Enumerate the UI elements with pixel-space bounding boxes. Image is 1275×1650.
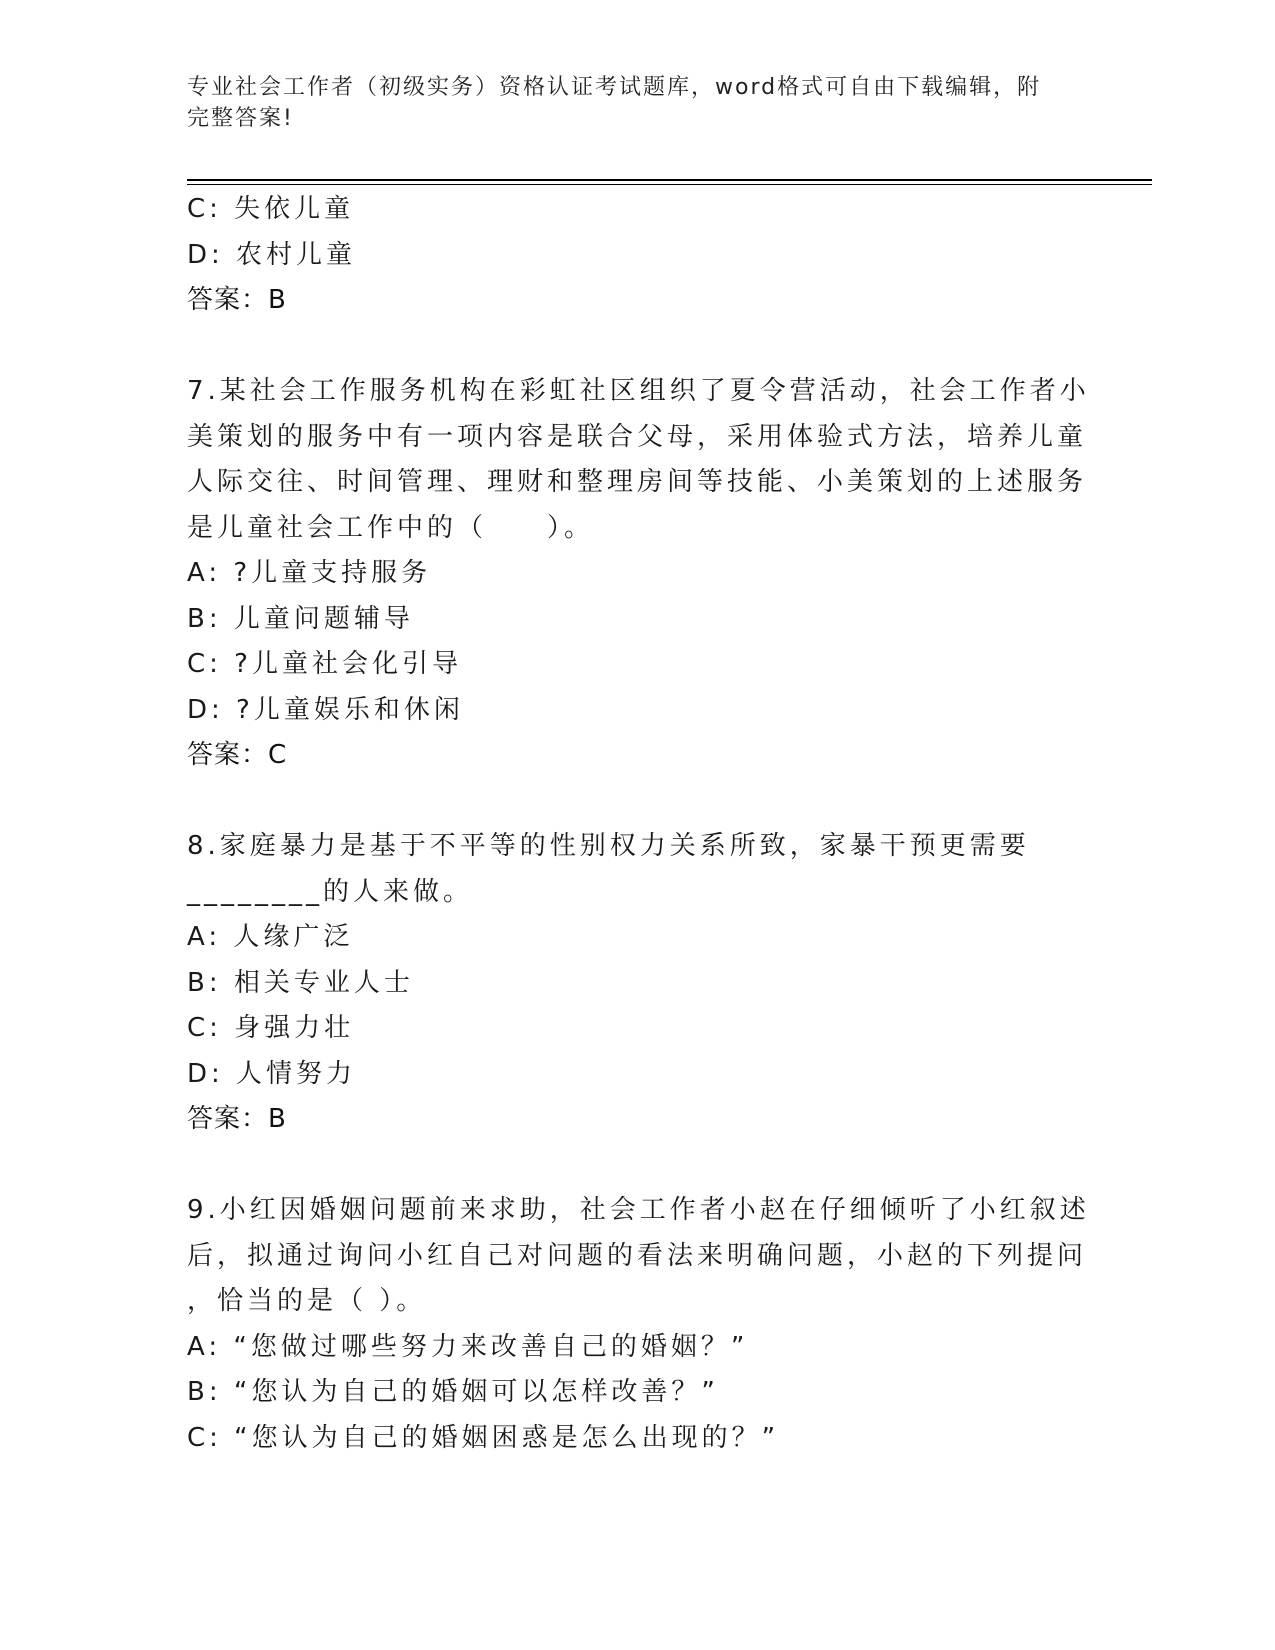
option-d: D: 农村儿童 [187,239,357,270]
option-a: A: 人缘广泛 [187,922,354,952]
header-line-1: 专业社会工作者（初级实务）资格认证考试题库，word格式可自由下载编辑，附 [187,75,1042,100]
question-stem-line: 后，拟通过询问小红自己对问题的看法来明确问题，小赵的下列提问 [187,1240,1088,1271]
option-b: B: 相关专业人士 [187,967,414,998]
answer-line: 答案：C [187,740,288,770]
option-d: D: 人情努力 [187,1058,357,1089]
question-9 [187,1188,1090,1461]
question-stem-line: 人际交往、时间管理、理财和整理房间等技能、小美策划的上述服务 [187,467,1088,497]
question-stem-line: 8.家庭暴力是基于不平等的性别权力关系所致，家暴干预更需要 [187,831,1030,861]
question-stem-line: ________的人来做。 [187,876,474,907]
option-d: D: ?儿童娱乐和休闲 [187,694,464,725]
option-c: C: 身强力壮 [187,1013,355,1043]
question-spacer [187,324,1087,370]
answer-line: 答案：B [187,1104,287,1134]
question-spacer [187,779,1087,825]
header-divider-thin [187,184,1152,185]
question-8 [187,824,1087,1143]
header-divider-thick [187,179,1152,181]
answer-line: 答案：B [187,285,287,315]
option-c: C: ?儿童社会化引导 [187,649,462,679]
option-c: C: 失依儿童 [187,194,355,224]
page-header [187,72,1067,134]
option-a: A: ?儿童支持服务 [187,558,432,588]
question-stem-line: 是儿童社会工作中的（ ）。 [187,512,595,543]
question-stem-line: 7.某社会工作服务机构在彩虹社区组织了夏令营活动，社会工作者小 [187,376,1090,406]
question-6-tail [187,187,1087,324]
question-7 [187,369,1090,779]
option-c: C: “您认为自己的婚姻困惑是怎么出现的？” [187,1422,780,1453]
document-body [187,187,1090,1461]
option-a: A: “您做过哪些努力来改善自己的婚姻？” [187,1331,749,1362]
option-b: B: 儿童问题辅导 [187,603,414,634]
option-b: B: “您认为自己的婚姻可以怎样改善？” [187,1377,719,1407]
question-stem-line: 9.小红因婚姻问题前来求助，社会工作者小赵在仔细倾听了小红叙述 [187,1195,1090,1225]
header-line-2: 完整答案! [187,106,294,131]
question-stem-line: 美策划的服务中有一项内容是联合父母，采用体验式方法，培养儿童 [187,421,1088,452]
question-stem-line: ，恰当的是（ ）。 [187,1286,427,1316]
question-spacer [187,1143,1087,1189]
